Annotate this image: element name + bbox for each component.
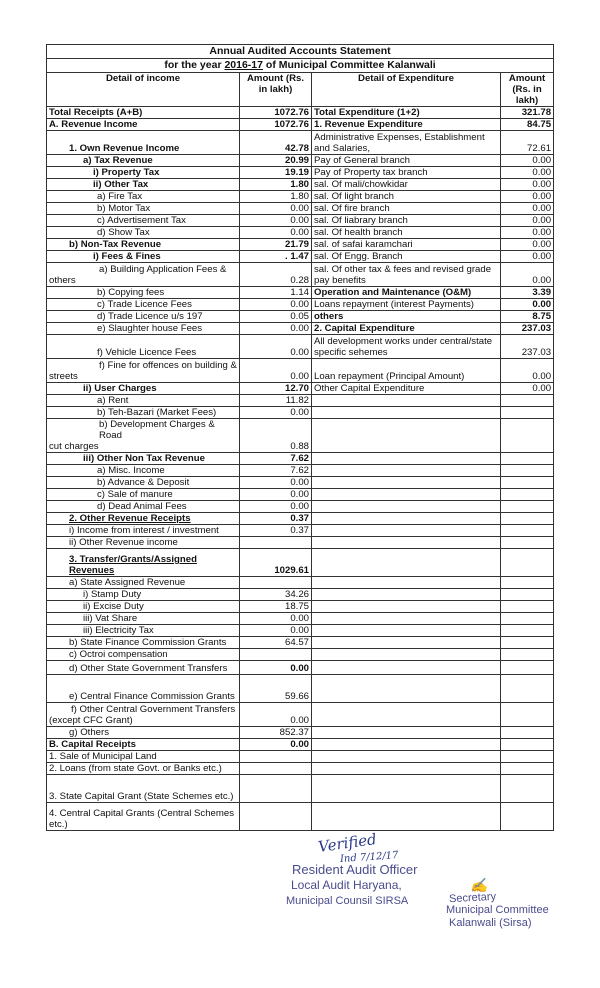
income-detail-cell: ii) Other Revenue income (47, 537, 240, 549)
expenditure-amount-cell: 0.00 (501, 215, 554, 227)
income-detail-cell: e) Slaughter house Fees (47, 323, 240, 335)
income-detail-cell: iii) Vat Share (47, 613, 240, 625)
income-amount-cell: 0.37 (240, 513, 312, 525)
income-detail-cell: e) Central Finance Commission Grants (47, 675, 240, 703)
table-row (47, 803, 554, 831)
income-detail-cell: i) Fees & Fines (47, 251, 240, 263)
table-row (47, 287, 554, 299)
income-detail-cell: f) Vehicle Licence Fees (47, 335, 240, 359)
income-amount-cell: 0.00 (240, 359, 312, 383)
expenditure-amount-cell (501, 803, 554, 831)
expenditure-amount-cell (501, 453, 554, 465)
expenditure-amount-cell: 3.39 (501, 287, 554, 299)
income-detail-cell: b) Copying fees (47, 287, 240, 299)
income-amount-cell: 0.00 (240, 215, 312, 227)
expenditure-amount-cell: 0.00 (501, 227, 554, 239)
expenditure-amount-cell (501, 637, 554, 649)
table-row (47, 131, 554, 155)
income-detail-cell: a) Rent (47, 395, 240, 407)
table-row (47, 661, 554, 675)
expenditure-amount-cell: 0.00 (501, 383, 554, 395)
expenditure-detail-cell (312, 675, 501, 703)
table-row (47, 549, 554, 577)
income-detail-cell: d) Other State Government Transfers (47, 661, 240, 675)
table-row (47, 299, 554, 311)
header-income-amount: Amount (Rs. in lakh) (240, 73, 312, 107)
secretary-signature-icon: ✍ (470, 878, 488, 894)
income-amount-cell (240, 763, 312, 775)
expenditure-detail-cell (312, 537, 501, 549)
expenditure-detail-cell: Pay of General branch (312, 155, 501, 167)
expenditure-amount-cell: 0.00 (501, 299, 554, 311)
income-detail-cell: 3. Transfer/Grants/Assigned Revenues (47, 549, 240, 577)
table-row (47, 263, 554, 287)
table-row (47, 155, 554, 167)
expenditure-detail-cell (312, 727, 501, 739)
expenditure-amount-cell (501, 625, 554, 637)
income-detail-cell (47, 263, 240, 287)
expenditure-detail-cell: sal. Of mali/chowkidar (312, 179, 501, 191)
income-detail-cell: b) Advance & Deposit (47, 477, 240, 489)
income-amount-cell (240, 577, 312, 589)
income-detail-cell: i) Stamp Duty (47, 589, 240, 601)
income-detail-cell: b) Non-Tax Revenue (47, 239, 240, 251)
expenditure-detail-cell (312, 513, 501, 525)
table-row (47, 167, 554, 179)
expenditure-amount-cell: 8.75 (501, 311, 554, 323)
expenditure-detail-cell: Pay of Property tax branch (312, 167, 501, 179)
expenditure-detail-cell (312, 477, 501, 489)
expenditure-detail-cell: Total Expenditure (1+2) (312, 107, 501, 119)
expenditure-amount-cell: 321.78 (501, 107, 554, 119)
expenditure-amount-cell (501, 407, 554, 419)
income-detail-cell: d) Show Tax (47, 227, 240, 239)
income-detail-cell: c) Trade Licence Fees (47, 299, 240, 311)
audit-signature: Verified (317, 829, 378, 857)
expenditure-detail-cell (312, 637, 501, 649)
income-amount-cell: 1029.61 (240, 549, 312, 577)
table-row (47, 323, 554, 335)
table-row (47, 191, 554, 203)
income-amount-cell: 21.79 (240, 239, 312, 251)
expenditure-detail-cell (312, 625, 501, 637)
expenditure-amount-cell: 0.00 (501, 179, 554, 191)
income-detail-cell: iii) Other Non Tax Revenue (47, 453, 240, 465)
expenditure-amount-cell (501, 489, 554, 501)
expenditure-amount-cell (501, 589, 554, 601)
income-amount-cell: 0.28 (240, 263, 312, 287)
table-row (47, 119, 554, 131)
income-detail-cell: ii) User Charges (47, 383, 240, 395)
income-detail-cell: iii) Electricity Tax (47, 625, 240, 637)
expenditure-amount-cell: 0.00 (501, 263, 554, 287)
income-amount-cell: 0.00 (240, 203, 312, 215)
expenditure-amount-cell (501, 549, 554, 577)
income-amount-cell: 1.80 (240, 179, 312, 191)
expenditure-detail-cell: others (312, 311, 501, 323)
income-amount-cell (240, 775, 312, 803)
expenditure-detail-cell (312, 763, 501, 775)
expenditure-detail-cell: Other Capital Expenditure (312, 383, 501, 395)
income-amount-cell: 0.00 (240, 407, 312, 419)
income-detail-cell: c) Advertisement Tax (47, 215, 240, 227)
expenditure-detail-cell (312, 489, 501, 501)
table-row (47, 513, 554, 525)
expenditure-detail-cell (312, 661, 501, 675)
income-detail-cell: 1. Sale of Municipal Land (47, 751, 240, 763)
header-expenditure-detail: Detail of Expenditure (312, 73, 501, 107)
statement-subtitle (47, 59, 554, 73)
expenditure-detail-cell: 1. Revenue Expenditure (312, 119, 501, 131)
income-detail-cell: A. Revenue Income (47, 119, 240, 131)
expenditure-detail-cell (312, 703, 501, 727)
expenditure-amount-cell (501, 727, 554, 739)
expenditure-detail-cell (312, 501, 501, 513)
expenditure-detail-cell (312, 601, 501, 613)
expenditure-amount-cell (501, 601, 554, 613)
income-detail-line: f) Fine for offences on building & (99, 360, 237, 371)
table-row (47, 453, 554, 465)
expenditure-detail-cell (312, 407, 501, 419)
income-amount-cell: 64.57 (240, 637, 312, 649)
header-expenditure-amount: Amount (Rs. in lakh) (501, 73, 554, 107)
income-detail-cell: 1. Own Revenue Income (47, 131, 240, 155)
income-amount-cell: 12.70 (240, 383, 312, 395)
income-detail-cell: 2. Other Revenue Receipts (47, 513, 240, 525)
expenditure-amount-cell (501, 525, 554, 537)
header-income-detail: Detail of income (47, 73, 240, 107)
income-amount-cell: 1072.76 (240, 107, 312, 119)
table-row (47, 703, 554, 727)
income-amount-cell: 1072.76 (240, 119, 312, 131)
expenditure-amount-cell: 0.00 (501, 155, 554, 167)
statement-title: Annual Audited Accounts Statement (47, 45, 554, 59)
expenditure-amount-cell: 72.61 (501, 131, 554, 155)
table-row (47, 419, 554, 453)
income-detail-cell: B. Capital Receipts (47, 739, 240, 751)
expenditure-amount-cell (501, 739, 554, 751)
expenditure-amount-cell (501, 501, 554, 513)
table-row (47, 525, 554, 537)
subtitle-year: 2016-17 (224, 59, 263, 71)
income-detail-line: a) Building Application Fees & (99, 264, 227, 275)
income-detail-cell: 3. State Capital Grant (State Schemes etc.) (47, 775, 240, 803)
expenditure-detail-cell (312, 751, 501, 763)
income-detail-cell: g) Others (47, 727, 240, 739)
table-row (47, 649, 554, 661)
expenditure-detail-cell: All development works under central/state specific sehemes (312, 335, 501, 359)
income-detail-cell: c) Sale of manure (47, 489, 240, 501)
income-amount-cell (240, 751, 312, 763)
income-detail-cell: a) State Assigned Revenue (47, 577, 240, 589)
expenditure-detail-cell (312, 549, 501, 577)
table-row (47, 407, 554, 419)
table-row (47, 239, 554, 251)
income-amount-cell (240, 803, 312, 831)
income-detail-line: b) Development Charges & Road (99, 419, 215, 441)
table-row (47, 179, 554, 191)
income-amount-cell: 34.26 (240, 589, 312, 601)
income-detail-continuation: streets (49, 371, 78, 382)
income-amount-cell: . 1.47 (240, 251, 312, 263)
income-amount-cell: 0.00 (240, 477, 312, 489)
income-amount-cell: 59.66 (240, 675, 312, 703)
expenditure-amount-cell (501, 703, 554, 727)
table-row (47, 577, 554, 589)
table-row (47, 227, 554, 239)
table-body (47, 107, 554, 831)
expenditure-amount-cell (501, 465, 554, 477)
income-detail-continuation: others (49, 275, 76, 286)
income-detail-line: f) Other Central Government Transfers (71, 704, 236, 715)
expenditure-detail-cell (312, 395, 501, 407)
table-row (47, 203, 554, 215)
income-amount-cell: 0.00 (240, 661, 312, 675)
table-row (47, 727, 554, 739)
table-row (47, 537, 554, 549)
audit-stamp-line2: Local Audit Haryana, (291, 878, 402, 892)
expenditure-amount-cell (501, 613, 554, 625)
table-row (47, 251, 554, 263)
income-amount-cell: 19.19 (240, 167, 312, 179)
income-detail-cell: c) Octroi compensation (47, 649, 240, 661)
expenditure-detail-cell (312, 453, 501, 465)
income-amount-cell: 7.62 (240, 453, 312, 465)
expenditure-amount-cell (501, 763, 554, 775)
income-detail-cell: ii) Other Tax (47, 179, 240, 191)
income-amount-cell: 0.00 (240, 227, 312, 239)
expenditure-amount-cell (501, 775, 554, 803)
income-detail-cell: a) Misc. Income (47, 465, 240, 477)
income-amount-cell: 0.00 (240, 703, 312, 727)
expenditure-detail-cell: sal. Of light branch (312, 191, 501, 203)
table-row (47, 395, 554, 407)
table-row (47, 775, 554, 803)
income-detail-cell: i) Property Tax (47, 167, 240, 179)
secretary-stamp-line2: Municipal Committee (446, 904, 549, 916)
table-row (47, 601, 554, 613)
expenditure-amount-cell: 0.00 (501, 359, 554, 383)
table-row (47, 383, 554, 395)
audit-stamp-line1: Resident Audit Officer (292, 862, 418, 877)
expenditure-detail-cell: sal. Of fire branch (312, 203, 501, 215)
expenditure-amount-cell: 0.00 (501, 251, 554, 263)
income-amount-cell: 0.00 (240, 323, 312, 335)
expenditure-detail-cell: sal. Of other tax & fees and revised grade pay benefits (312, 263, 501, 287)
audit-stamp-line3: Municipal Counsil SIRSA (286, 895, 409, 907)
income-detail-continuation: (except CFC Grant) (49, 715, 133, 726)
income-amount-cell: 0.00 (240, 501, 312, 513)
table-row (47, 359, 554, 383)
table-row (47, 489, 554, 501)
expenditure-detail-cell: sal. of safai karamchari (312, 239, 501, 251)
table-row (47, 107, 554, 119)
expenditure-amount-cell: 0.00 (501, 239, 554, 251)
expenditure-detail-cell (312, 803, 501, 831)
income-detail-cell: b) Motor Tax (47, 203, 240, 215)
expenditure-amount-cell (501, 513, 554, 525)
expenditure-detail-cell: Operation and Maintenance (O&M) (312, 287, 501, 299)
secretary-stamp-line3: Kalanwali (Sirsa) (449, 917, 532, 929)
expenditure-detail-cell (312, 589, 501, 601)
expenditure-amount-cell: 237.03 (501, 323, 554, 335)
expenditure-amount-cell (501, 395, 554, 407)
income-amount-cell: 7.62 (240, 465, 312, 477)
income-amount-cell: 0.00 (240, 613, 312, 625)
table-row (47, 625, 554, 637)
income-detail-continuation: etc.) (49, 819, 68, 830)
expenditure-amount-cell: 84.75 (501, 119, 554, 131)
income-detail-cell: Total Receipts (A+B) (47, 107, 240, 119)
statement-sheet (46, 44, 553, 831)
expenditure-detail-cell (312, 739, 501, 751)
table-row (47, 589, 554, 601)
expenditure-detail-cell (312, 613, 501, 625)
accounts-table (46, 44, 554, 831)
income-amount-cell: 0.00 (240, 739, 312, 751)
expenditure-amount-cell (501, 675, 554, 703)
income-detail-line: 4. Central Capital Grants (Central Schemes (49, 808, 235, 819)
income-amount-cell: 0.00 (240, 299, 312, 311)
income-amount-cell (240, 649, 312, 661)
table-row (47, 763, 554, 775)
table-row (47, 739, 554, 751)
income-detail-cell: d) Dead Animal Fees (47, 501, 240, 513)
expenditure-amount-cell: 0.00 (501, 191, 554, 203)
income-amount-cell: 0.05 (240, 311, 312, 323)
income-amount-cell: 0.37 (240, 525, 312, 537)
expenditure-detail-cell (312, 577, 501, 589)
expenditure-detail-cell: sal. Of liabrary branch (312, 215, 501, 227)
income-detail-cell (47, 419, 240, 453)
expenditure-amount-cell (501, 419, 554, 453)
income-detail-cell (47, 803, 240, 831)
income-amount-cell: 11.82 (240, 395, 312, 407)
income-amount-cell: 1.80 (240, 191, 312, 203)
expenditure-amount-cell (501, 649, 554, 661)
expenditure-amount-cell (501, 577, 554, 589)
income-amount-cell: 1.14 (240, 287, 312, 299)
income-amount-cell: 0.00 (240, 625, 312, 637)
subtitle-prefix: for the year (164, 59, 225, 71)
income-detail-cell (47, 703, 240, 727)
income-amount-cell: 20.99 (240, 155, 312, 167)
expenditure-detail-cell (312, 649, 501, 661)
table-row (47, 477, 554, 489)
table-row (47, 751, 554, 763)
expenditure-amount-cell: 0.00 (501, 167, 554, 179)
table-row (47, 335, 554, 359)
income-detail-cell: d) Trade Licence u/s 197 (47, 311, 240, 323)
expenditure-detail-cell: sal. Of Engg. Branch (312, 251, 501, 263)
income-amount-cell: 0.88 (240, 419, 312, 453)
table-row (47, 465, 554, 477)
expenditure-amount-cell (501, 751, 554, 763)
income-detail-cell: ii) Excise Duty (47, 601, 240, 613)
income-detail-cell: a) Tax Revenue (47, 155, 240, 167)
table-row (47, 637, 554, 649)
income-detail-cell: a) Fire Tax (47, 191, 240, 203)
expenditure-detail-cell (312, 775, 501, 803)
expenditure-detail-cell: 2. Capital Expenditure (312, 323, 501, 335)
income-detail-cell (47, 359, 240, 383)
income-detail-continuation: cut charges (49, 441, 99, 452)
subtitle-suffix: of Municipal Committee Kalanwali (263, 59, 436, 71)
income-detail-cell: i) Income from interest / investment (47, 525, 240, 537)
expenditure-detail-cell: Administrative Expenses, Establishment and Salaries, (312, 131, 501, 155)
income-amount-cell: 42.78 (240, 131, 312, 155)
income-detail-cell: 2. Loans (from state Govt. or Banks etc.) (47, 763, 240, 775)
audit-signature-date: Ind 7/12/17 (339, 849, 399, 866)
expenditure-detail-cell (312, 465, 501, 477)
expenditure-amount-cell (501, 537, 554, 549)
expenditure-amount-cell: 237.03 (501, 335, 554, 359)
income-amount-cell: 852.37 (240, 727, 312, 739)
table-row (47, 311, 554, 323)
expenditure-amount-cell (501, 477, 554, 489)
income-amount-cell: 18.75 (240, 601, 312, 613)
income-detail-cell: b) Teh-Bazari (Market Fees) (47, 407, 240, 419)
expenditure-detail-cell (312, 525, 501, 537)
expenditure-amount-cell (501, 661, 554, 675)
expenditure-detail-cell (312, 419, 501, 453)
table-row (47, 501, 554, 513)
table-row (47, 215, 554, 227)
income-detail-cell: b) State Finance Commission Grants (47, 637, 240, 649)
expenditure-detail-cell: Loans repayment (interest Payments) (312, 299, 501, 311)
income-amount-cell (240, 537, 312, 549)
income-amount-cell: 0.00 (240, 335, 312, 359)
table-row (47, 613, 554, 625)
expenditure-detail-cell: sal. Of health branch (312, 227, 501, 239)
income-amount-cell: 0.00 (240, 489, 312, 501)
secretary-stamp-line1: Secretary (448, 890, 497, 906)
expenditure-amount-cell: 0.00 (501, 203, 554, 215)
expenditure-detail-cell: Loan repayment (Principal Amount) (312, 359, 501, 383)
table-row (47, 675, 554, 703)
